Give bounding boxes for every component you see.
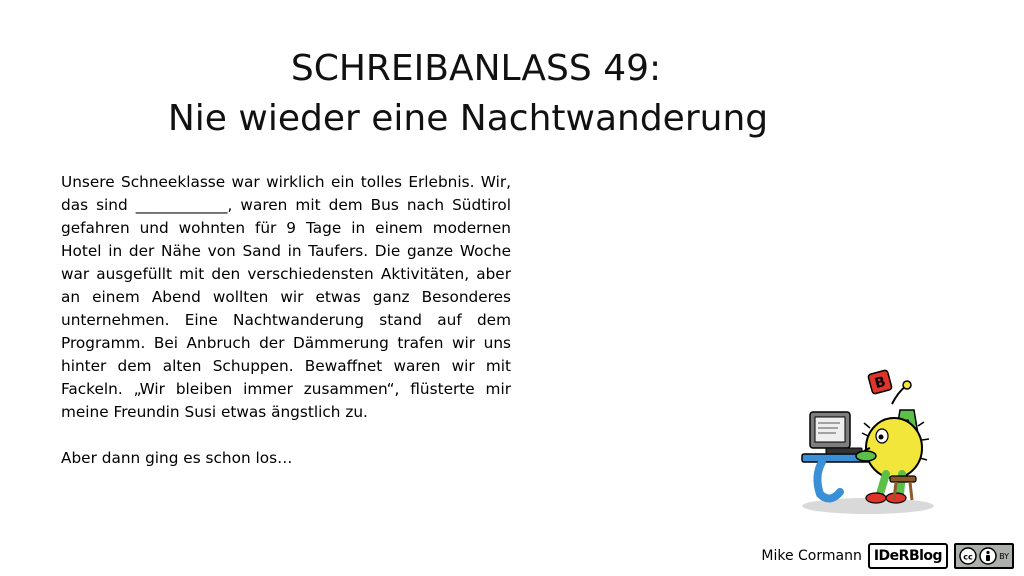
iderblog-logo[interactable]: IDeRBlog bbox=[868, 543, 948, 569]
letter-b-icon bbox=[868, 370, 892, 394]
page-title bbox=[0, 44, 1024, 144]
story-paragraph-2: Aber dann ging es schon los… bbox=[61, 449, 293, 467]
author-name: Mike Cormann bbox=[761, 548, 862, 564]
story-text bbox=[61, 171, 511, 470]
license-label: BY bbox=[999, 551, 1009, 561]
title-line-1: SCHREIBANLASS 49: bbox=[290, 48, 662, 89]
cc-icon bbox=[959, 547, 977, 565]
keyboard-icon bbox=[826, 448, 862, 454]
desk-stand bbox=[817, 462, 840, 499]
shoe-left bbox=[866, 493, 886, 503]
stool bbox=[890, 476, 916, 482]
svg-text:B: B bbox=[873, 373, 888, 393]
attribution-person-icon bbox=[979, 547, 997, 565]
mascot-character bbox=[856, 418, 929, 478]
story-paragraph-1: Unsere Schneeklasse war wirklich ein tolles Erlebnis. Wir, das sind ____________, waren mit dem Bus nach Südtirol gefahren und wohnten für 9 Tage in einem modernen Hotel in der Nähe von Sand in Taufers. Die ganze Woche war ausgefüllt mit den verschiedensten Aktivitäten, aber an einem Abend wollten wir etwas ganz Besonderes unternehmen. Eine Nachtwanderung stand auf dem Programm. Bei Anbruch der Dämmerung trafen wir uns hinter dem alten Schuppen. Bewaffnet waren wir mit Fackeln. „Wir bleiben immer zusammen“, flüsterte mir meine Freundin Susi etwas ängstlich zu. bbox=[61, 173, 511, 421]
svg-text:cc: cc bbox=[963, 552, 973, 562]
title-line-2: Nie wieder eine Nachtwanderung bbox=[167, 98, 769, 139]
footer bbox=[761, 542, 1014, 570]
mascot-illustration bbox=[796, 366, 946, 516]
cc-license-badge[interactable] bbox=[954, 543, 1014, 569]
